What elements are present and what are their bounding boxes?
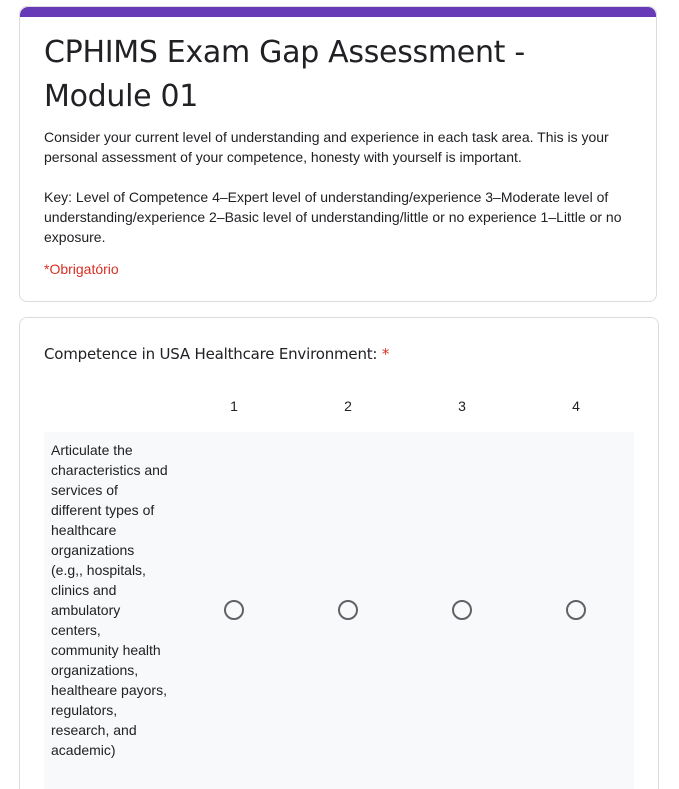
radio-option-2[interactable] bbox=[338, 600, 358, 620]
column-header-2: 2 bbox=[344, 398, 352, 414]
form-title: CPHIMS Exam Gap Assessment - Module 01 bbox=[44, 35, 525, 114]
form-description-key: Key: Level of Competence 4–Expert level of understanding/experience 3–Moderate level of understanding/experience 2–Basic level of understanding/little or no experience 1–Little or no exposure. bbox=[44, 189, 630, 245]
question-card bbox=[19, 317, 659, 789]
column-header-1: 1 bbox=[230, 398, 238, 414]
required-asterisk: * bbox=[381, 345, 390, 363]
form-header-card bbox=[19, 6, 657, 302]
radio-option-1[interactable] bbox=[224, 600, 244, 620]
form-description-intro: Consider your current level of understanding and experience in each task area. This is your personal assessment of your competence, honesty with yourself is important. bbox=[44, 129, 613, 165]
form-description bbox=[44, 127, 640, 247]
theme-accent-bar bbox=[20, 7, 656, 17]
radio-option-4[interactable] bbox=[566, 600, 586, 620]
question-title bbox=[44, 344, 389, 364]
required-note: *Obrigatório bbox=[44, 261, 119, 277]
question-title-text: Competence in USA Healthcare Environment: bbox=[44, 345, 378, 363]
column-header-3: 3 bbox=[458, 398, 466, 414]
radio-option-3[interactable] bbox=[452, 600, 472, 620]
grid-row bbox=[44, 432, 634, 789]
grid-column-headers bbox=[44, 396, 634, 416]
grid-row-label: Articulate the characteristics and services of different types of healthcare organizations (e.g,, hospitals, clinics and ambulatory centers, community health organizations, healtheare payors, regulators, research, and academic) bbox=[51, 442, 168, 758]
column-header-4: 4 bbox=[572, 398, 580, 414]
